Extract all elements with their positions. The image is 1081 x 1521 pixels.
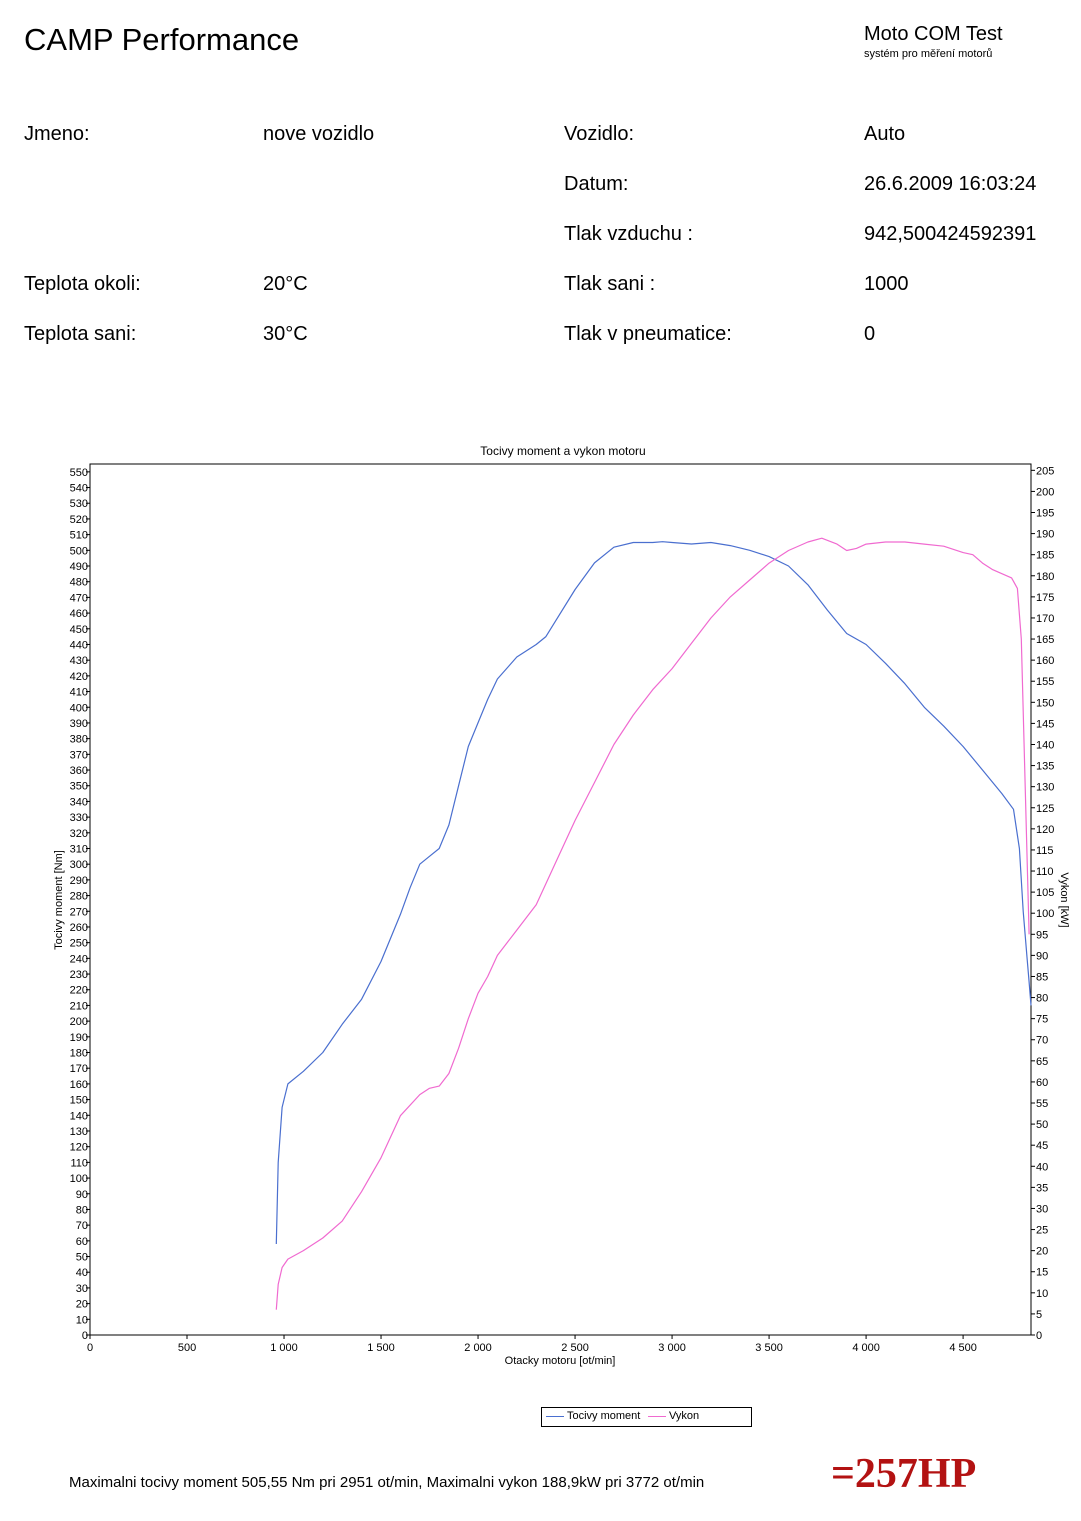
- y2-tick-label: 190: [1036, 528, 1055, 541]
- value-teplota-sani: 30°C: [263, 323, 308, 345]
- y2-tick-label: 10: [1036, 1287, 1049, 1300]
- y2-tick-label: 135: [1036, 760, 1055, 773]
- value-tlak-sani: 1000: [864, 273, 909, 295]
- y-tick-label: 350: [69, 780, 88, 793]
- y-tick-label: 390: [69, 717, 88, 730]
- y2-tick-label: 140: [1036, 739, 1055, 752]
- label-tlak-sani: Tlak sani :: [564, 273, 656, 295]
- chart-title: Tocivy moment a vykon motoru: [480, 444, 646, 458]
- y-tick-label: 500: [69, 545, 88, 558]
- plot-frame: [90, 464, 1031, 1335]
- y-tick-label: 480: [69, 576, 88, 589]
- y2-tick-label: 180: [1036, 570, 1055, 583]
- y-tick-label: 530: [69, 498, 88, 511]
- y-tick-label: 30: [75, 1282, 88, 1295]
- y2-tick-label: 65: [1036, 1055, 1049, 1068]
- y2-tick-label: 205: [1036, 465, 1055, 478]
- y-tick-label: 420: [69, 670, 88, 683]
- y2-tick-label: 115: [1036, 844, 1054, 857]
- y2-tick-label: 175: [1036, 591, 1055, 604]
- page-title: CAMP Performance: [24, 22, 300, 57]
- y2-tick-label: 200: [1036, 486, 1055, 499]
- y2-tick-label: 5: [1036, 1308, 1043, 1321]
- y2-tick-label: 100: [1036, 908, 1055, 921]
- y2-tick-label: 170: [1036, 612, 1055, 625]
- value-jmeno: nove vozidlo: [263, 123, 375, 145]
- value-teplota-okoli: 20°C: [263, 273, 308, 295]
- y2-tick-label: 165: [1036, 634, 1055, 647]
- y-tick-label: 510: [69, 529, 88, 542]
- y-tick-label: 300: [69, 859, 88, 872]
- y-tick-label: 340: [69, 796, 88, 809]
- y2-tick-label: 70: [1036, 1034, 1049, 1047]
- x-tick-label: 3 500: [755, 1342, 783, 1354]
- y2-tick-label: 160: [1036, 655, 1055, 668]
- y2-tick-label: 50: [1036, 1119, 1049, 1132]
- label-datum: Datum:: [564, 173, 629, 195]
- x-tick-label: 1 000: [270, 1342, 298, 1354]
- y-axis-ticks: [70, 467, 90, 1342]
- y-tick-label: 450: [69, 623, 88, 636]
- y2-tick-label: 0: [1036, 1330, 1043, 1342]
- legend-label-power: Vykon: [669, 1410, 700, 1422]
- x-tick-label: 500: [177, 1342, 197, 1354]
- y-tick-label: 270: [69, 906, 88, 919]
- y2-tick-label: 130: [1036, 781, 1055, 794]
- y-tick-label: 250: [69, 937, 88, 950]
- y2-axis-ticks: [1031, 465, 1054, 1342]
- y2-tick-label: 40: [1036, 1161, 1049, 1174]
- y-tick-label: 380: [69, 733, 88, 746]
- series-layer: [276, 538, 1031, 1309]
- y-tick-label: 130: [69, 1125, 88, 1138]
- y-tick-label: 210: [69, 1000, 88, 1013]
- x-tick-label: 0: [86, 1342, 94, 1354]
- value-datum: 26.6.2009 16:03:24: [864, 173, 1037, 195]
- y-tick-label: 150: [69, 1094, 88, 1107]
- chart-legend: [541, 1407, 752, 1427]
- y2-tick-label: 60: [1036, 1076, 1049, 1089]
- y-tick-label: 470: [69, 592, 88, 605]
- y-tick-label: 10: [75, 1314, 88, 1327]
- y2-tick-label: 155: [1036, 676, 1055, 689]
- x-tick-label: 2 000: [464, 1342, 492, 1354]
- y-tick-label: 440: [69, 639, 88, 652]
- brand-subtitle: systém pro měření motorů: [864, 48, 993, 60]
- y-tick-label: 400: [69, 702, 88, 715]
- label-jmeno: Jmeno:: [24, 123, 90, 145]
- y-tick-label: 20: [75, 1298, 88, 1311]
- label-vozidlo: Vozidlo:: [564, 123, 635, 145]
- label-teplota-okoli: Teplota okoli:: [24, 273, 141, 295]
- y-tick-label: 260: [69, 921, 88, 934]
- series-line-power: [276, 538, 1029, 1309]
- y-tick-label: 50: [75, 1251, 88, 1264]
- y-tick-label: 550: [69, 466, 88, 479]
- y-tick-label: 190: [69, 1031, 88, 1044]
- y2-tick-label: 150: [1036, 697, 1055, 710]
- y-tick-label: 320: [69, 827, 88, 840]
- y2-tick-label: 15: [1036, 1266, 1049, 1279]
- label-tlak-vzduchu: Tlak vzduchu :: [564, 223, 693, 245]
- y2-tick-label: 20: [1036, 1245, 1049, 1258]
- y2-tick-label: 195: [1036, 507, 1055, 520]
- y2-tick-label: 55: [1036, 1098, 1049, 1111]
- y-tick-label: 410: [69, 686, 88, 699]
- y2-tick-label: 90: [1036, 950, 1049, 963]
- y-tick-label: 230: [69, 969, 88, 982]
- y2-axis-label: Vykon [kW]: [1058, 872, 1070, 928]
- x-tick-label: 4 500: [949, 1342, 977, 1354]
- y-tick-label: 100: [69, 1173, 88, 1186]
- y2-tick-label: 75: [1036, 1013, 1049, 1026]
- y-tick-label: 280: [69, 890, 88, 903]
- y2-tick-label: 105: [1036, 887, 1055, 900]
- y-tick-label: 490: [69, 561, 88, 574]
- x-tick-label: 3 000: [658, 1342, 686, 1354]
- legend-item-power: [648, 1410, 699, 1422]
- y-tick-label: 180: [69, 1047, 88, 1060]
- y2-tick-label: 35: [1036, 1182, 1049, 1195]
- y2-tick-label: 85: [1036, 971, 1049, 984]
- y-tick-label: 460: [69, 608, 88, 621]
- y2-tick-label: 45: [1036, 1140, 1049, 1153]
- y2-tick-label: 125: [1036, 802, 1055, 815]
- y-tick-label: 120: [69, 1141, 88, 1154]
- legend-item-torque: [546, 1410, 640, 1422]
- y2-tick-label: 30: [1036, 1203, 1049, 1216]
- x-tick-label: 1 500: [367, 1342, 395, 1354]
- x-tick-label: 2 500: [561, 1342, 589, 1354]
- label-teplota-sani: Teplota sani:: [24, 323, 137, 345]
- x-axis-label: Otacky motoru [ot/min]: [504, 1355, 616, 1367]
- y-tick-label: 110: [70, 1157, 88, 1170]
- brand-title: Moto COM Test: [864, 23, 1003, 45]
- y-tick-label: 520: [69, 513, 88, 526]
- y2-tick-label: 80: [1036, 992, 1049, 1005]
- value-tlak-vzduchu: 942,500424592391: [864, 223, 1037, 245]
- x-tick-label: 4 000: [852, 1342, 880, 1354]
- y-tick-label: 290: [69, 874, 88, 887]
- y-tick-label: 310: [69, 843, 88, 856]
- y-tick-label: 430: [69, 655, 88, 668]
- y-tick-label: 540: [69, 482, 88, 495]
- y-tick-label: 330: [69, 812, 88, 825]
- legend-swatch-torque: [546, 1416, 564, 1417]
- y-tick-label: 80: [75, 1204, 88, 1217]
- y-tick-label: 240: [69, 953, 88, 966]
- y-axis-label: Tocivy moment [Nm]: [53, 850, 65, 950]
- y-tick-label: 200: [69, 1016, 88, 1029]
- x-axis-ticks: [87, 1335, 977, 1354]
- y-tick-label: 0: [81, 1330, 88, 1342]
- legend-label-torque: Tocivy moment: [567, 1410, 641, 1422]
- y2-tick-label: 185: [1036, 549, 1055, 562]
- value-tlak-pneumatice: 0: [864, 323, 876, 345]
- footer-summary: Maximalni tocivy moment 505,55 Nm pri 2951 ot/min, Maximalni vykon 188,9kW pri 3772 ot/min: [69, 1474, 705, 1491]
- y-tick-label: 160: [69, 1078, 88, 1091]
- y-tick-label: 140: [69, 1110, 88, 1123]
- y-tick-label: 60: [75, 1235, 88, 1248]
- y-tick-label: 170: [69, 1063, 88, 1076]
- y-tick-label: 370: [69, 749, 88, 762]
- hp-annotation: =257HP: [831, 1451, 977, 1497]
- label-tlak-pneumatice: Tlak v pneumatice:: [564, 323, 732, 345]
- y-tick-label: 70: [75, 1220, 88, 1233]
- y-tick-label: 220: [69, 984, 88, 997]
- y-tick-label: 360: [69, 765, 88, 778]
- y2-tick-label: 145: [1036, 718, 1055, 731]
- y-tick-label: 90: [75, 1188, 88, 1201]
- y2-tick-label: 95: [1036, 929, 1049, 942]
- value-vozidlo: Auto: [864, 123, 906, 145]
- y2-tick-label: 110: [1036, 866, 1054, 879]
- y2-tick-label: 25: [1036, 1224, 1049, 1237]
- legend-swatch-power: [648, 1416, 666, 1417]
- y2-tick-label: 120: [1036, 823, 1055, 836]
- y-tick-label: 40: [75, 1267, 88, 1280]
